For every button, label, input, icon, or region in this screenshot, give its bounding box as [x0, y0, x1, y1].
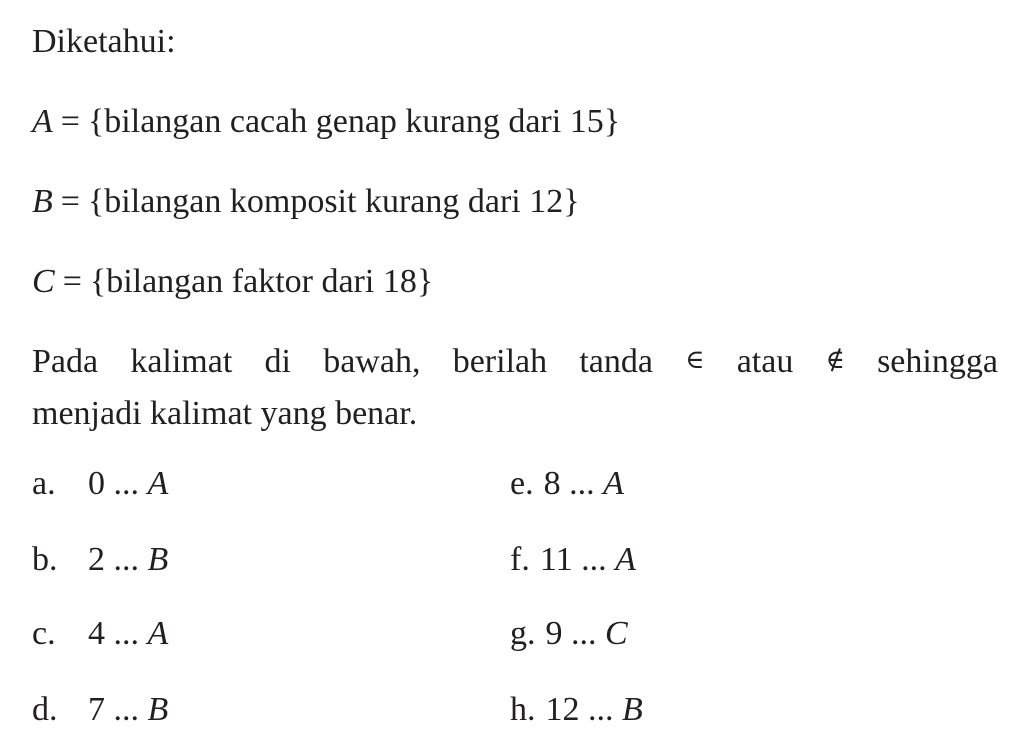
item-label: h. [510, 691, 536, 728]
item-label: d. [32, 691, 58, 728]
item-b [32, 540, 168, 580]
item-e [510, 464, 624, 504]
instruction-word: tanda [579, 343, 653, 380]
item-set: A [615, 541, 636, 578]
item-label: f. [510, 541, 530, 578]
not-element-of-symbol: ∉ [825, 345, 845, 375]
item-set: A [603, 465, 624, 502]
item-label: b. [32, 541, 58, 578]
set-b-open-brace: { [87, 183, 105, 220]
set-c-equals: = [62, 263, 82, 300]
item-set: B [147, 691, 169, 728]
item-c [32, 614, 168, 654]
instruction-paragraph [32, 336, 998, 440]
item-a [32, 464, 168, 504]
instruction-word: berilah [452, 343, 548, 380]
item-label: g. [510, 615, 536, 652]
item-blank[interactable]: ... [569, 465, 595, 502]
instruction-word: atau [736, 343, 794, 380]
set-c-open-brace: { [89, 263, 107, 300]
instruction-line-2: menjadi kalimat yang benar. [32, 395, 418, 432]
set-b-close-brace: } [563, 183, 580, 220]
set-b-equals: = [60, 183, 80, 220]
item-number: 8 [543, 465, 561, 502]
item-number: 12 [545, 691, 580, 728]
element-of-symbol: ∈ [685, 345, 705, 375]
set-a-definition [32, 102, 620, 142]
item-g [510, 614, 628, 654]
heading-diketahui: Diketahui: [32, 23, 176, 60]
set-c-description: bilangan faktor dari 18 [106, 263, 417, 300]
item-blank[interactable]: ... [571, 615, 597, 652]
set-a-open-brace: { [87, 103, 105, 140]
item-number: 7 [88, 691, 105, 728]
item-set: B [147, 541, 169, 578]
item-set: C [605, 615, 628, 652]
set-a-description: bilangan cacah genap kurang dari 15 [104, 103, 604, 140]
item-number: 2 [88, 541, 105, 578]
item-h [510, 690, 643, 730]
item-number: 11 [539, 541, 573, 578]
instruction-word: kalimat [130, 343, 233, 380]
instruction-word: Pada [32, 343, 99, 380]
item-set: B [622, 691, 643, 728]
item-d [32, 690, 168, 730]
item-blank[interactable]: ... [113, 465, 139, 502]
set-a-equals: = [60, 103, 80, 140]
item-number: 0 [88, 465, 105, 502]
set-a-close-brace: } [603, 103, 621, 140]
instruction-word: sehingga [877, 343, 998, 380]
set-b-variable: B [32, 183, 53, 220]
instruction-word: bawah, [323, 343, 421, 380]
item-label: e. [510, 465, 534, 502]
set-a-variable: A [32, 103, 53, 140]
item-blank[interactable]: ... [588, 691, 614, 728]
item-label: c. [32, 615, 56, 652]
instruction-word: di [264, 343, 291, 380]
item-label: a. [32, 465, 56, 502]
item-number: 4 [88, 615, 105, 652]
item-blank[interactable]: ... [581, 541, 607, 578]
item-set: A [147, 615, 169, 652]
item-blank[interactable]: ... [113, 691, 139, 728]
set-b-definition [32, 182, 580, 222]
item-set: A [147, 465, 169, 502]
set-b-description: bilangan komposit kurang dari 12 [104, 183, 564, 220]
set-c-definition [32, 262, 433, 302]
item-blank[interactable]: ... [113, 541, 139, 578]
set-c-variable: C [32, 263, 55, 300]
instruction-line-1 [32, 336, 998, 388]
set-c-close-brace: } [416, 263, 434, 300]
item-number: 9 [545, 615, 563, 652]
item-blank[interactable]: ... [113, 615, 139, 652]
item-f [510, 540, 636, 580]
